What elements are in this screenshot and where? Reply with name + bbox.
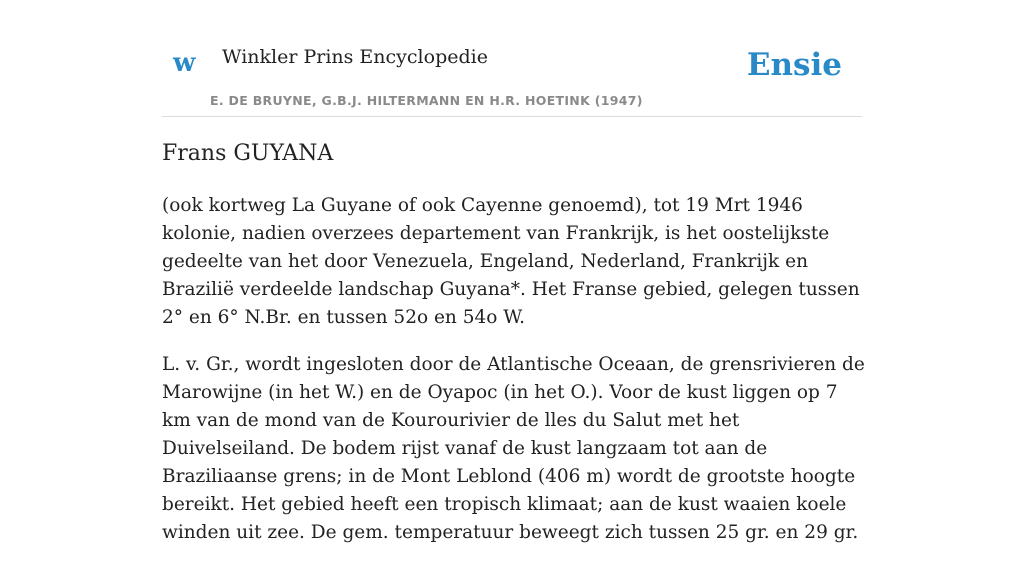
article-paragraph: (ook kortweg La Guyane of ook Cayenne genoemd), tot 19 Mrt 1946 kolonie, nadien overzees departement van Frankrijk, is het oostelijkste gedeelte van het door Venezuela, Engeland, Nederland, Frankrijk en Brazilië verdeelde landschap Guyana*. Het Franse gebied, gelegen tussen 2° en 6° N.Br. en tussen 52o en 54o W.	[162, 195, 860, 328]
source-logo[interactable]: w	[173, 48, 196, 78]
source-authors: E. DE BRUYNE, G.B.J. HILTERMANN EN H.R. HOETINK (1947)	[210, 93, 643, 108]
article-paragraph: L. v. Gr., wordt ingesloten door de Atlantische Oceaan, de grensrivieren de Marowijne (in het W.) en de Oyapoc (in het O.). Voor de kust liggen op 7 km van de mond van de Kourourivier de lles du Salut met het Duivelseiland. De bodem rijst vanaf de kust langzaam tot aan de Braziliaanse grens; in de Mont Leblond (406 m) wordt de grootste hoogte bereikt. Het gebied heeft een tropisch klimaat; aan de kust waaien koele winden uit zee. De gem. temperatuur beweegt zich tussen 25 gr. en 29 gr.	[162, 354, 865, 543]
source-title-link[interactable]: Winkler Prins Encyclopedie	[222, 46, 488, 68]
brand-logo[interactable]: Ensie	[746, 47, 842, 83]
article-title: Frans GUYANA	[162, 141, 334, 166]
article-body	[162, 192, 866, 566]
source-header	[162, 30, 862, 117]
